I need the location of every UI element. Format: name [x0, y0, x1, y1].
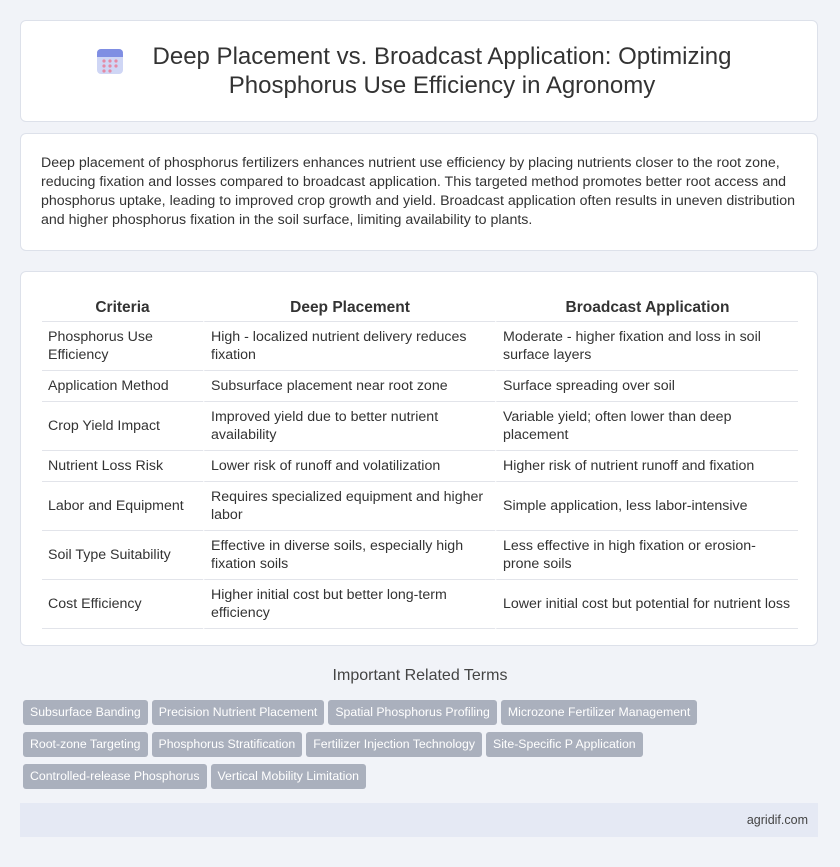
row-criteria: Soil Type Suitability — [42, 531, 203, 580]
page-title: Deep Placement vs. Broadcast Application: Optimizing Phosphorus Use Efficiency in Agronomy — [152, 43, 732, 99]
related-term-tag[interactable]: Controlled-release Phosphorus — [23, 764, 207, 789]
table-row — [42, 482, 798, 531]
table-row — [42, 580, 798, 629]
table-row — [42, 322, 798, 371]
comparison-table — [42, 296, 798, 629]
table-row — [42, 402, 798, 451]
row-criteria: Labor and Equipment — [42, 482, 203, 531]
header-broadcast-application: Broadcast Application — [495, 296, 798, 322]
row-deep-placement: Improved yield due to better nutrient availability — [203, 402, 495, 451]
related-term-tag[interactable]: Vertical Mobility Limitation — [211, 764, 366, 789]
row-broadcast: Lower initial cost but potential for nutrient loss — [495, 580, 798, 629]
row-deep-placement: High - localized nutrient delivery reduces fixation — [203, 322, 495, 371]
row-criteria: Crop Yield Impact — [42, 402, 203, 451]
table-row — [42, 531, 798, 580]
related-term-tag[interactable]: Spatial Phosphorus Profiling — [328, 700, 497, 725]
title-wrap — [96, 42, 742, 100]
related-term-tag[interactable]: Microzone Fertilizer Management — [501, 700, 697, 725]
intro-card — [20, 133, 818, 251]
row-broadcast: Less effective in high fixation or erosion-prone soils — [495, 531, 798, 580]
row-criteria: Application Method — [42, 371, 203, 402]
related-term-tag[interactable]: Site-Specific P Application — [486, 732, 643, 757]
row-criteria: Cost Efficiency — [42, 580, 203, 629]
related-term-tag[interactable]: Fertilizer Injection Technology — [306, 732, 482, 757]
row-criteria: Phosphorus Use Efficiency — [42, 322, 203, 371]
row-broadcast: Moderate - higher fixation and loss in soil surface layers — [495, 322, 798, 371]
row-deep-placement: Lower risk of runoff and volatilization — [203, 451, 495, 482]
row-deep-placement: Requires specialized equipment and higher labor — [203, 482, 495, 531]
table-header-row — [42, 296, 798, 322]
related-term-tag[interactable]: Root-zone Targeting — [23, 732, 148, 757]
table-row — [42, 451, 798, 482]
related-terms-list — [23, 700, 823, 796]
calendar-icon — [96, 46, 124, 76]
row-broadcast: Surface spreading over soil — [495, 371, 798, 402]
intro-paragraph: Deep placement of phosphorus fertilizers enhances nutrient use efficiency by placing nutrients closer to the root zone, reducing fixation and losses compared to broadcast application. This targeted method promotes better root access and phosphorus uptake, leading to improved crop growth and yield. Broadcast application often results in uneven distribution and higher phosphorus fixation in the soil surface, limiting availability to plants. — [41, 155, 795, 228]
related-terms-title: Important Related Terms — [332, 667, 508, 684]
row-broadcast: Simple application, less labor-intensive — [495, 482, 798, 531]
title-card — [20, 20, 818, 122]
header-deep-placement: Deep Placement — [203, 296, 495, 322]
related-term-tag[interactable]: Precision Nutrient Placement — [152, 700, 325, 725]
row-deep-placement: Effective in diverse soils, especially high fixation soils — [203, 531, 495, 580]
comparison-card — [20, 271, 818, 646]
row-deep-placement: Subsurface placement near root zone — [203, 371, 495, 402]
footer — [20, 803, 818, 837]
row-broadcast: Higher risk of nutrient runoff and fixation — [495, 451, 798, 482]
row-broadcast: Variable yield; often lower than deep placement — [495, 402, 798, 451]
row-criteria: Nutrient Loss Risk — [42, 451, 203, 482]
table-row — [42, 371, 798, 402]
header-criteria: Criteria — [42, 296, 203, 322]
related-term-tag[interactable]: Phosphorus Stratification — [152, 732, 303, 757]
related-term-tag[interactable]: Subsurface Banding — [23, 700, 148, 725]
footer-site[interactable]: agridif.com — [746, 813, 808, 827]
row-deep-placement: Higher initial cost but better long-term efficiency — [203, 580, 495, 629]
